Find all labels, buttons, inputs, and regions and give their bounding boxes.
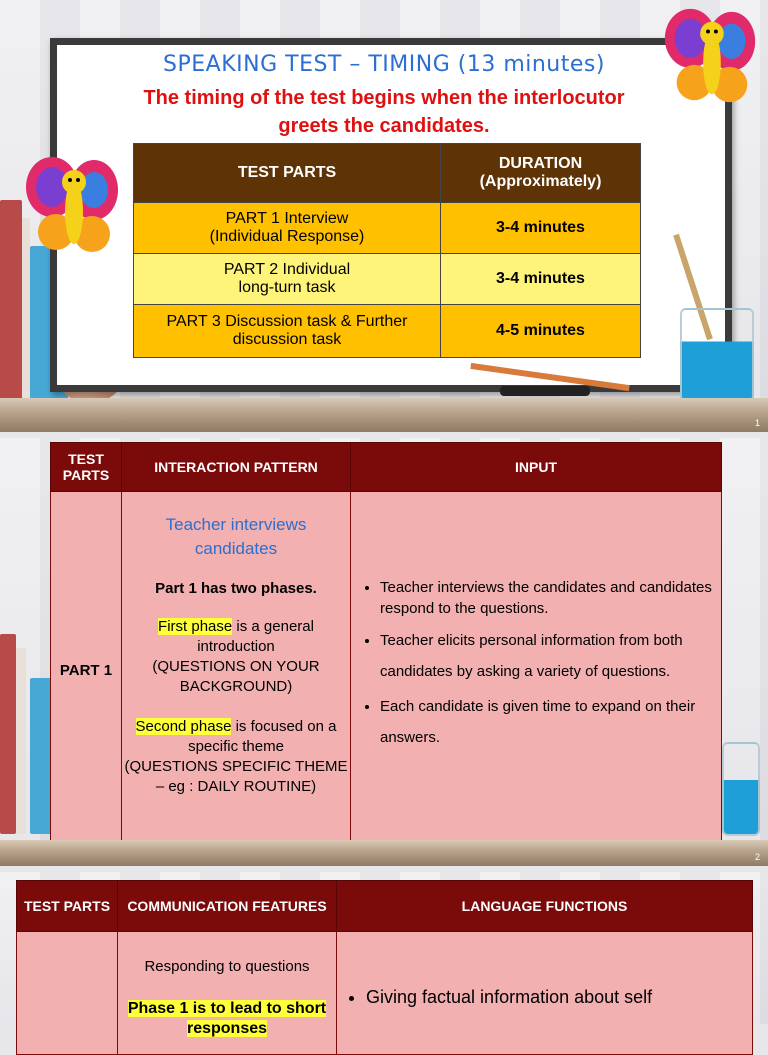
table-row xyxy=(134,203,641,254)
first-phase-text xyxy=(123,617,349,697)
header-input: INPUT xyxy=(351,443,722,492)
duration-cell: 4-5 minutes xyxy=(441,305,641,358)
features-highlight-wrap xyxy=(119,999,335,1039)
header-test-parts: TEST PARTS xyxy=(17,881,118,932)
slide-2 xyxy=(0,438,768,866)
input-cell xyxy=(351,492,722,849)
header-language-functions: LANGUAGE FUNCTIONS xyxy=(337,881,753,932)
part-line: (Individual Response) xyxy=(209,228,365,245)
part-cell xyxy=(134,203,441,254)
part-label: PART 1 xyxy=(51,492,122,849)
part-label xyxy=(17,932,118,1055)
jar-decoration xyxy=(722,742,760,836)
page-number: 2 xyxy=(754,852,760,862)
features-highlight: Phase 1 is to lead to short responses xyxy=(127,1000,327,1037)
book-decoration xyxy=(16,648,26,834)
table-row xyxy=(51,492,722,849)
interaction-heading: Teacher interviews candidates xyxy=(165,515,307,558)
page-number: 1 xyxy=(754,418,760,428)
second-phase-highlight: Second phase xyxy=(135,718,232,735)
interaction-table xyxy=(50,442,722,849)
part-line: PART 1 Interview xyxy=(225,210,349,227)
slide-1 xyxy=(0,0,768,432)
header-communication-features: COMMUNICATION FEATURES xyxy=(118,881,337,932)
phases-intro: Part 1 has two phases. xyxy=(155,580,317,597)
header-duration-approx: (Approximately) xyxy=(479,173,602,190)
list-item: • Each candidate is given time to expand on their answers. xyxy=(380,691,720,753)
butterfly-icon xyxy=(22,152,122,262)
part-line: long-turn task xyxy=(238,279,336,296)
shelf xyxy=(0,398,768,432)
header-interaction-pattern: INTERACTION PATTERN xyxy=(122,443,351,492)
communication-table xyxy=(16,880,753,1055)
list-item: • Teacher elicits personal information from both candidates by asking a variety of questions. xyxy=(380,625,720,687)
table-row xyxy=(134,254,641,305)
slide-3 xyxy=(0,872,768,1037)
functions-cell xyxy=(337,932,753,1055)
duration-cell: 3-4 minutes xyxy=(441,203,641,254)
second-phase-rest: is focused on a specific theme xyxy=(188,718,337,755)
features-line: Responding to questions xyxy=(144,958,310,975)
first-phase-paren: (QUESTIONS ON YOUR BACKGROUND) xyxy=(152,658,320,695)
jar-decoration xyxy=(680,308,754,402)
second-phase-paren: (QUESTIONS SPECIFIC THEME – eg : DAILY ROUTINE) xyxy=(124,758,348,795)
part-cell xyxy=(134,254,441,305)
part-line: PART 3 Discussion task & Further xyxy=(166,313,408,330)
functions-list xyxy=(338,987,751,1008)
header-duration-label: DURATION xyxy=(498,155,583,172)
slide-title: SPEAKING TEST – TIMING (13 minutes) xyxy=(163,52,605,77)
header-test-parts: TEST PARTS xyxy=(134,144,441,203)
table-row xyxy=(134,305,641,358)
timing-table xyxy=(133,143,641,358)
duration-cell: 3-4 minutes xyxy=(441,254,641,305)
features-cell xyxy=(118,932,337,1055)
part-line: discussion task xyxy=(232,331,342,348)
first-phase-highlight: First phase xyxy=(158,618,233,635)
input-list xyxy=(352,577,720,753)
part-line: PART 2 Individual xyxy=(223,261,351,278)
butterfly-icon xyxy=(656,4,764,112)
list-item: • Giving factual information about self xyxy=(366,987,751,1008)
slide-subtitle: The timing of the test begins when the interlocutor greets the candidates. xyxy=(143,87,625,137)
table-row xyxy=(17,932,753,1055)
list-item: • Teacher interviews the candidates and candidates respond to the questions. xyxy=(380,577,720,619)
second-phase-text xyxy=(123,717,349,797)
interaction-cell xyxy=(122,492,351,849)
header-test-parts: TEST PARTS xyxy=(51,443,122,492)
marker-decoration xyxy=(500,386,590,396)
shelf xyxy=(0,840,768,866)
first-phase-rest: is a general introduction xyxy=(197,618,314,655)
part-cell xyxy=(134,305,441,358)
book-decoration xyxy=(0,634,16,834)
header-duration xyxy=(441,144,641,203)
book-decoration xyxy=(0,200,22,400)
